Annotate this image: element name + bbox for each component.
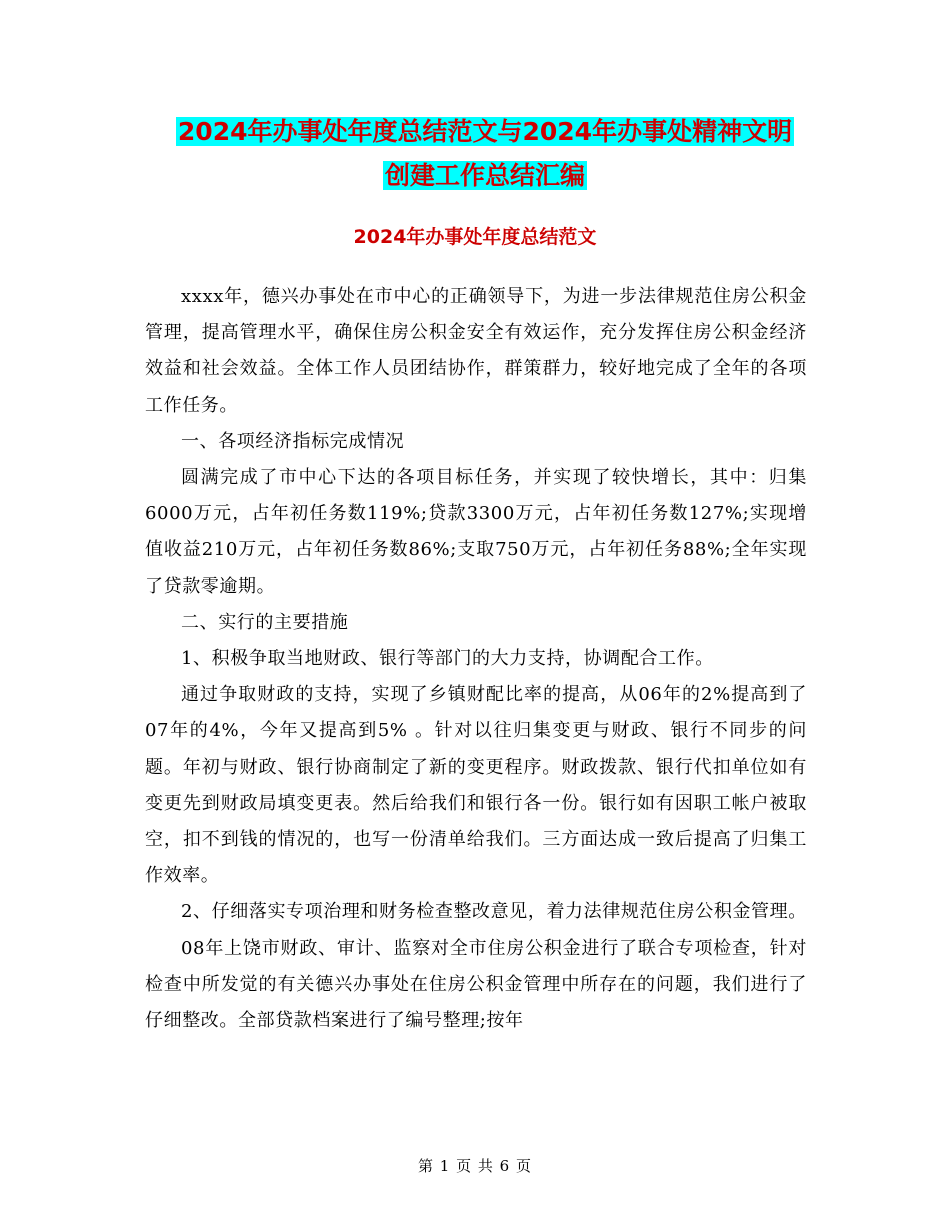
paragraph-intro: xxxx年，德兴办事处在市中心的正确领导下，为进一步法律规范住房公积金管理，提高管理水平，确保住房公积金安全有效运作，充分发挥住房公积金经济效益和社会效益。全体工作人员团结协作，群策群力，较好地完成了全年的各项工作任务。 [145, 286, 807, 416]
heading-measure-2: 2、仔细落实专项治理和财务检查整改意见，着力法律规范住房公积金管理。 [181, 901, 807, 923]
heading-economic-indicators: 一、各项经济指标完成情况 [181, 430, 405, 452]
document-title-line-2 [150, 154, 820, 198]
section-title: 2024年办事处年度总结范文 [353, 226, 597, 248]
document-title-highlight-1: 2024年办事处年度总结范文与2024年办事处精神文明 [177, 117, 793, 146]
document-body [145, 279, 807, 1039]
paragraph-measure-1: 通过争取财政的支持，实现了乡镇财配比率的提高，从06年的2%提高到了07年的4%，今年又提高到5% 。针对以往归集变更与财政、银行不同步的问题。年初与财政、银行协商制定了新的变更程序。财政拨款、银行代扣单位如有变更先到财政局填变更表。然后给我们和银行各一份。银行如有因职工帐户被取空，扣不到钱的情况的，也写一份清单给我们。三方面达成一致后提高了归集工作效率。 [145, 684, 807, 887]
document-title-highlight-2: 创建工作总结汇编 [384, 161, 585, 190]
page-footer: 第 1 页 共 6 页 [418, 1157, 532, 1175]
document-title-line-1 [150, 110, 820, 154]
paragraph-economic-indicators: 圆满完成了市中心下达的各项目标任务，并实现了较快增长，其中：归集6000万元，占年初任务数119%;贷款3300万元，占年初任务数127%;实现增值收益210万元，占年初任务数86%;支取750万元，占年初任务88%;全年实现了贷款零逾期。 [145, 467, 807, 597]
heading-measure-1: 1、积极争取当地财政、银行等部门的大力支持，协调配合工作。 [181, 648, 714, 670]
paragraph-measure-2: 08年上饶市财政、审计、监察对全市住房公积金进行了联合专项检查，针对检查中所发觉的有关德兴办事处在住房公积金管理中所存在的问题，我们进行了仔细整改。全部贷款档案进行了编号整理;按年 [145, 937, 807, 1032]
heading-main-measures: 二、实行的主要措施 [181, 611, 349, 633]
